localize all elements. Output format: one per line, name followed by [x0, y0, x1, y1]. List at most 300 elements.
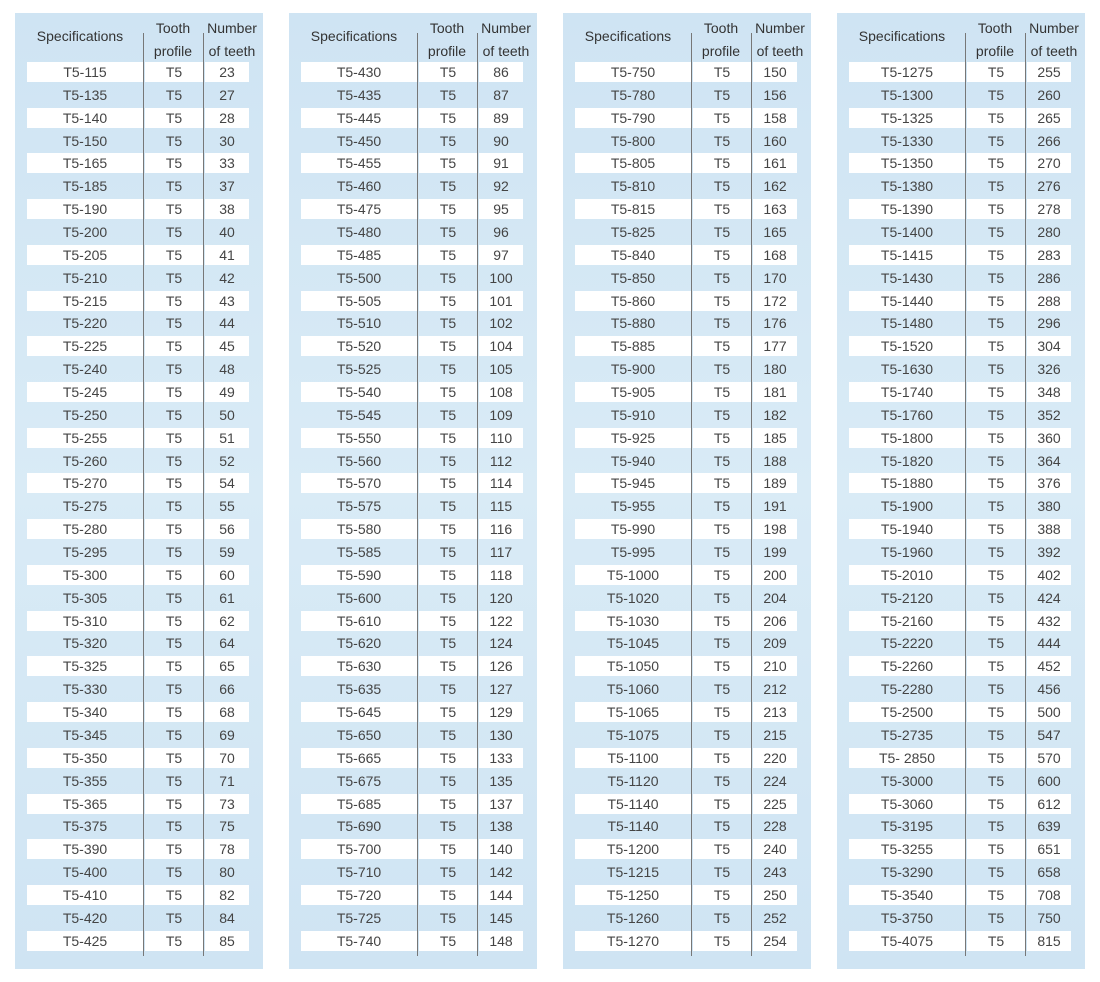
- table-row: [15, 450, 263, 473]
- tooth-profile-cell: T5: [145, 839, 203, 859]
- spec-cell: T5-905: [575, 382, 691, 402]
- table-row: [15, 861, 263, 884]
- spec-cell: T5-420: [62, 909, 108, 926]
- table-row: [15, 724, 263, 747]
- spec-cell: T5-3000: [880, 772, 934, 789]
- table-row: [15, 701, 263, 724]
- tooth-profile-cell: T5: [713, 772, 731, 789]
- tooth-profile-cell: T5: [693, 199, 751, 219]
- table-row: [289, 678, 537, 701]
- table-row: [837, 930, 1085, 953]
- teeth-count-cell: 424: [1037, 589, 1061, 606]
- table-row: [563, 724, 811, 747]
- spec-cell: T5-410: [27, 885, 143, 905]
- spec-cell: T5-510: [336, 315, 382, 332]
- table-row: [15, 793, 263, 816]
- spec-table-3: [563, 13, 811, 969]
- tooth-profile-cell: T5: [987, 86, 1005, 103]
- teeth-count-cell: 185: [753, 428, 797, 448]
- teeth-count-cell: 80: [219, 864, 235, 881]
- teeth-count-cell: 283: [1027, 245, 1071, 265]
- teeth-count-cell: 500: [1027, 702, 1071, 722]
- table-row: [289, 130, 537, 153]
- teeth-count-cell: 380: [1037, 498, 1061, 515]
- tooth-profile-cell: T5: [145, 382, 203, 402]
- table-row: [563, 884, 811, 907]
- table-row: [563, 587, 811, 610]
- teeth-count-cell: 209: [763, 635, 787, 652]
- spec-cell: T5-1800: [849, 428, 965, 448]
- teeth-count-cell: 129: [479, 702, 523, 722]
- table-row: [563, 747, 811, 770]
- teeth-count-cell: 224: [763, 772, 787, 789]
- spec-cell: T5-270: [27, 473, 143, 493]
- teeth-count-cell: 23: [205, 62, 249, 82]
- tooth-profile-cell: T5: [967, 611, 1025, 631]
- tooth-profile-cell: T5: [419, 519, 477, 539]
- spec-cell: T5-2220: [880, 635, 934, 652]
- spec-cell: T5-940: [610, 452, 656, 469]
- tooth-profile-cell: T5: [987, 315, 1005, 332]
- table-row: [563, 701, 811, 724]
- spec-cell: T5-1045: [606, 635, 660, 652]
- teeth-count-cell: 62: [205, 611, 249, 631]
- teeth-count-cell: 296: [1037, 315, 1061, 332]
- tooth-profile-cell: T5: [967, 519, 1025, 539]
- spec-cell: T5-925: [575, 428, 691, 448]
- teeth-count-cell: 199: [763, 544, 787, 561]
- spec-cell: T5-435: [336, 86, 382, 103]
- teeth-count-cell: 198: [753, 519, 797, 539]
- teeth-count-cell: 144: [479, 885, 523, 905]
- spec-cell: T5-255: [27, 428, 143, 448]
- table-row: [837, 587, 1085, 610]
- teeth-count-cell: 45: [205, 336, 249, 356]
- spec-cell: T5-860: [575, 291, 691, 311]
- tooth-profile-cell: T5: [987, 681, 1005, 698]
- spec-cell: T5-1275: [849, 62, 965, 82]
- spec-cell: T5-260: [62, 452, 108, 469]
- tooth-profile-cell: T5: [419, 839, 477, 859]
- spec-cell: T5-135: [62, 86, 108, 103]
- teeth-count-cell: 102: [489, 315, 513, 332]
- table-row: [289, 930, 537, 953]
- tooth-profile-cell: T5: [713, 726, 731, 743]
- tooth-profile-cell: T5: [419, 199, 477, 219]
- table-row: [837, 358, 1085, 381]
- tooth-profile-cell: T5: [419, 108, 477, 128]
- teeth-count-cell: 651: [1027, 839, 1071, 859]
- header-number-of-teeth: Number of teeth: [207, 20, 257, 59]
- tooth-profile-cell: T5: [693, 885, 751, 905]
- spec-cell: T5-1900: [880, 498, 934, 515]
- table-row: [563, 358, 811, 381]
- tooth-profile-cell: T5: [145, 565, 203, 585]
- spec-cell: T5-750: [575, 62, 691, 82]
- spec-cell: T5-780: [610, 86, 656, 103]
- spec-cell: T5-325: [27, 656, 143, 676]
- table-row: [563, 290, 811, 313]
- teeth-count-cell: 75: [219, 818, 235, 835]
- tooth-profile-cell: T5: [439, 361, 457, 378]
- table-row: [563, 793, 811, 816]
- spec-cell: T5-1260: [606, 909, 660, 926]
- tooth-profile-cell: T5: [967, 748, 1025, 768]
- tooth-profile-cell: T5: [713, 681, 731, 698]
- table-row: [837, 267, 1085, 290]
- teeth-count-cell: 148: [479, 931, 523, 951]
- spec-cell: T5- 2850: [849, 748, 965, 768]
- spec-cell: T5-1140: [575, 794, 691, 814]
- table-row: [563, 130, 811, 153]
- table-row: [15, 678, 263, 701]
- spec-cell: T5-540: [301, 382, 417, 402]
- table-row: [289, 61, 537, 84]
- tooth-profile-cell: T5: [165, 269, 183, 286]
- table-row: [289, 747, 537, 770]
- tooth-profile-cell: T5: [967, 62, 1025, 82]
- teeth-count-cell: 658: [1037, 864, 1061, 881]
- spec-cell: T5-1630: [880, 361, 934, 378]
- spec-cell: T5-690: [336, 818, 382, 835]
- teeth-count-cell: 97: [479, 245, 523, 265]
- tooth-profile-cell: T5: [967, 473, 1025, 493]
- table-row: [837, 290, 1085, 313]
- teeth-count-cell: 82: [205, 885, 249, 905]
- tooth-profile-cell: T5: [419, 656, 477, 676]
- tooth-profile-cell: T5: [439, 635, 457, 652]
- teeth-count-cell: 200: [753, 565, 797, 585]
- teeth-count-cell: 260: [1037, 86, 1061, 103]
- teeth-count-cell: 145: [489, 909, 513, 926]
- tooth-profile-cell: T5: [967, 428, 1025, 448]
- tooth-profile-cell: T5: [145, 931, 203, 951]
- table-row: [837, 655, 1085, 678]
- tooth-profile-cell: T5: [967, 245, 1025, 265]
- teeth-count-cell: 117: [489, 544, 513, 561]
- spec-cell: T5-720: [301, 885, 417, 905]
- table-row: [15, 312, 263, 335]
- spec-cell: T5-3750: [880, 909, 934, 926]
- spec-cell: T5-245: [27, 382, 143, 402]
- table-row: [15, 107, 263, 130]
- table-row: [15, 541, 263, 564]
- table-row: [837, 472, 1085, 495]
- teeth-count-cell: 68: [205, 702, 249, 722]
- tooth-profile-cell: T5: [165, 224, 183, 241]
- table-row: [15, 267, 263, 290]
- teeth-count-cell: 250: [753, 885, 797, 905]
- spec-cell: T5-545: [336, 406, 382, 423]
- teeth-count-cell: 140: [479, 839, 523, 859]
- header-tooth-profile: Tooth profile: [701, 20, 741, 59]
- spec-cell: T5-815: [575, 199, 691, 219]
- tooth-profile-cell: T5: [439, 86, 457, 103]
- spec-cell: T5-150: [62, 132, 108, 149]
- table-row: [289, 495, 537, 518]
- spec-cell: T5-2500: [849, 702, 965, 722]
- table-row: [15, 130, 263, 153]
- table-row: [15, 655, 263, 678]
- teeth-count-cell: 49: [205, 382, 249, 402]
- tooth-profile-cell: T5: [145, 62, 203, 82]
- spec-cell: T5-280: [27, 519, 143, 539]
- tooth-profile-cell: T5: [165, 589, 183, 606]
- table-row: [289, 472, 537, 495]
- spec-cell: T5-685: [301, 794, 417, 814]
- teeth-count-cell: 243: [763, 864, 787, 881]
- spec-cell: T5-330: [62, 681, 108, 698]
- spec-cell: T5-825: [610, 224, 656, 241]
- table-row: [15, 358, 263, 381]
- teeth-count-cell: 38: [205, 199, 249, 219]
- tooth-profile-cell: T5: [439, 132, 457, 149]
- teeth-count-cell: 142: [489, 864, 513, 881]
- spec-cell: T5-3540: [849, 885, 965, 905]
- spec-cell: T5-220: [62, 315, 108, 332]
- table-row: [289, 152, 537, 175]
- teeth-count-cell: 228: [763, 818, 787, 835]
- table-row: [289, 84, 537, 107]
- tooth-profile-cell: T5: [145, 748, 203, 768]
- spec-cell: T5-840: [575, 245, 691, 265]
- table-row: [837, 130, 1085, 153]
- table-row: [563, 632, 811, 655]
- table-row: [289, 427, 537, 450]
- tooth-profile-cell: T5: [987, 269, 1005, 286]
- tooth-profile-cell: T5: [419, 748, 477, 768]
- spec-cell: T5-1960: [880, 544, 934, 561]
- table-row: [289, 267, 537, 290]
- table-row: [15, 198, 263, 221]
- tooth-profile-cell: T5: [165, 361, 183, 378]
- teeth-count-cell: 70: [205, 748, 249, 768]
- spec-cell: T5-400: [62, 864, 108, 881]
- table-row: [289, 541, 537, 564]
- table-row: [837, 701, 1085, 724]
- table-row: [563, 175, 811, 198]
- spec-cell: T5-2735: [880, 726, 934, 743]
- header-specifications: Specifications: [310, 28, 398, 44]
- spec-cell: T5-430: [301, 62, 417, 82]
- teeth-count-cell: 44: [219, 315, 235, 332]
- spec-cell: T5-2160: [849, 611, 965, 631]
- spec-cell: T5-995: [610, 544, 656, 561]
- spec-cell: T5-295: [62, 544, 108, 561]
- table-row: [563, 472, 811, 495]
- table-row: [289, 107, 537, 130]
- table-row: [563, 221, 811, 244]
- tooth-profile-cell: T5: [967, 199, 1025, 219]
- teeth-count-cell: 108: [479, 382, 523, 402]
- spec-cell: T5-205: [27, 245, 143, 265]
- spec-cell: T5-1325: [849, 108, 965, 128]
- teeth-count-cell: 161: [753, 153, 797, 173]
- teeth-count-cell: 189: [753, 473, 797, 493]
- table-row: [289, 450, 537, 473]
- tooth-profile-cell: T5: [693, 62, 751, 82]
- spec-cell: T5-320: [62, 635, 108, 652]
- spec-cell: T5-740: [301, 931, 417, 951]
- tooth-profile-cell: T5: [693, 428, 751, 448]
- teeth-count-cell: 180: [763, 361, 787, 378]
- tooth-profile-cell: T5: [165, 406, 183, 423]
- spec-cell: T5-1020: [606, 589, 660, 606]
- table-row: [15, 564, 263, 587]
- teeth-count-cell: 90: [493, 132, 509, 149]
- tooth-profile-cell: T5: [713, 269, 731, 286]
- table-row: [563, 907, 811, 930]
- spec-cell: T5-1200: [575, 839, 691, 859]
- tooth-profile-cell: T5: [693, 382, 751, 402]
- table-row: [15, 221, 263, 244]
- table-row: [837, 632, 1085, 655]
- teeth-count-cell: 55: [219, 498, 235, 515]
- table-row: [563, 815, 811, 838]
- spec-cell: T5-2010: [849, 565, 965, 585]
- table-row: [837, 495, 1085, 518]
- spec-cell: T5-450: [336, 132, 382, 149]
- tooth-profile-cell: T5: [987, 909, 1005, 926]
- tooth-profile-cell: T5: [439, 909, 457, 926]
- teeth-count-cell: 220: [753, 748, 797, 768]
- spec-cell: T5-525: [336, 361, 382, 378]
- spec-cell: T5-810: [610, 178, 656, 195]
- header-specifications: Specifications: [584, 28, 672, 44]
- spec-cell: T5-275: [62, 498, 108, 515]
- table-row: [289, 381, 537, 404]
- tooth-profile-cell: T5: [987, 726, 1005, 743]
- spec-cell: T5-1250: [575, 885, 691, 905]
- spec-cell: T5-505: [301, 291, 417, 311]
- table-row: [563, 152, 811, 175]
- spec-cell: T5-190: [27, 199, 143, 219]
- table-row: [837, 152, 1085, 175]
- table-row: [289, 907, 537, 930]
- teeth-count-cell: 64: [219, 635, 235, 652]
- teeth-count-cell: 95: [479, 199, 523, 219]
- table-row: [289, 244, 537, 267]
- header-number-of-teeth: Number of teeth: [481, 20, 531, 59]
- tooth-profile-cell: T5: [693, 108, 751, 128]
- tooth-profile-cell: T5: [713, 864, 731, 881]
- tooth-profile-cell: T5: [987, 178, 1005, 195]
- tooth-profile-cell: T5: [713, 452, 731, 469]
- teeth-count-cell: 639: [1037, 818, 1061, 835]
- spec-cell: T5-790: [575, 108, 691, 128]
- teeth-count-cell: 213: [753, 702, 797, 722]
- header-specifications: Specifications: [858, 28, 946, 44]
- table-row: [15, 610, 263, 633]
- spec-cell: T5-140: [27, 108, 143, 128]
- teeth-count-cell: 612: [1027, 794, 1071, 814]
- table-row: [563, 427, 811, 450]
- spec-cell: T5-1440: [849, 291, 965, 311]
- teeth-count-cell: 69: [219, 726, 235, 743]
- table-row: [15, 472, 263, 495]
- spec-cell: T5-1065: [575, 702, 691, 722]
- teeth-count-cell: 215: [763, 726, 787, 743]
- spec-table-2: [289, 13, 537, 969]
- tooth-profile-cell: T5: [693, 611, 751, 631]
- teeth-count-cell: 73: [205, 794, 249, 814]
- spec-cell: T5-585: [336, 544, 382, 561]
- tooth-profile-cell: T5: [419, 473, 477, 493]
- teeth-count-cell: 815: [1027, 931, 1071, 951]
- table-row: [289, 701, 537, 724]
- table-row: [15, 884, 263, 907]
- tooth-profile-cell: T5: [145, 108, 203, 128]
- tooth-profile-cell: T5: [967, 885, 1025, 905]
- tooth-profile-cell: T5: [145, 336, 203, 356]
- teeth-count-cell: 172: [753, 291, 797, 311]
- spec-cell: T5-165: [27, 153, 143, 173]
- teeth-count-cell: 252: [763, 909, 787, 926]
- tooth-profile-cell: T5: [165, 864, 183, 881]
- teeth-count-cell: 43: [205, 291, 249, 311]
- tooth-profile-cell: T5: [713, 406, 731, 423]
- spec-cell: T5-560: [336, 452, 382, 469]
- table-row: [563, 861, 811, 884]
- teeth-count-cell: 176: [763, 315, 787, 332]
- teeth-count-cell: 101: [479, 291, 523, 311]
- teeth-count-cell: 27: [219, 86, 235, 103]
- table-row: [563, 655, 811, 678]
- table-row: [289, 518, 537, 541]
- tooth-profile-cell: T5: [419, 245, 477, 265]
- table-row: [289, 290, 537, 313]
- teeth-count-cell: 165: [763, 224, 787, 241]
- teeth-count-cell: 61: [219, 589, 235, 606]
- teeth-count-cell: 402: [1027, 565, 1071, 585]
- table-header: [837, 13, 1085, 61]
- spec-cell: T5-520: [301, 336, 417, 356]
- teeth-count-cell: 280: [1037, 224, 1061, 241]
- teeth-count-cell: 168: [753, 245, 797, 265]
- spec-cell: T5-630: [301, 656, 417, 676]
- teeth-count-cell: 304: [1027, 336, 1071, 356]
- teeth-count-cell: 60: [205, 565, 249, 585]
- table-row: [563, 770, 811, 793]
- table-row: [563, 244, 811, 267]
- header-number-of-teeth: Number of teeth: [1029, 20, 1079, 59]
- teeth-count-cell: 288: [1027, 291, 1071, 311]
- spec-cell: T5-475: [301, 199, 417, 219]
- tooth-profile-cell: T5: [693, 473, 751, 493]
- table-row: [15, 907, 263, 930]
- tooth-profile-cell: T5: [693, 291, 751, 311]
- teeth-count-cell: 28: [205, 108, 249, 128]
- teeth-count-cell: 570: [1027, 748, 1071, 768]
- table-row: [289, 358, 537, 381]
- table-row: [563, 61, 811, 84]
- table-header: [289, 13, 537, 61]
- header-number-of-teeth: Number of teeth: [755, 20, 805, 59]
- tooth-profile-cell: T5: [165, 909, 183, 926]
- spec-table-1: [15, 13, 263, 969]
- teeth-count-cell: 163: [753, 199, 797, 219]
- tooth-profile-cell: T5: [987, 635, 1005, 652]
- table-row: [837, 907, 1085, 930]
- teeth-count-cell: 191: [763, 498, 787, 515]
- spec-cell: T5-1520: [849, 336, 965, 356]
- tooth-profile-cell: T5: [165, 86, 183, 103]
- spec-cell: T5-1820: [880, 452, 934, 469]
- spec-cell: T5-1100: [575, 748, 691, 768]
- table-row: [289, 815, 537, 838]
- table-row: [289, 564, 537, 587]
- tooth-profile-cell: T5: [967, 656, 1025, 676]
